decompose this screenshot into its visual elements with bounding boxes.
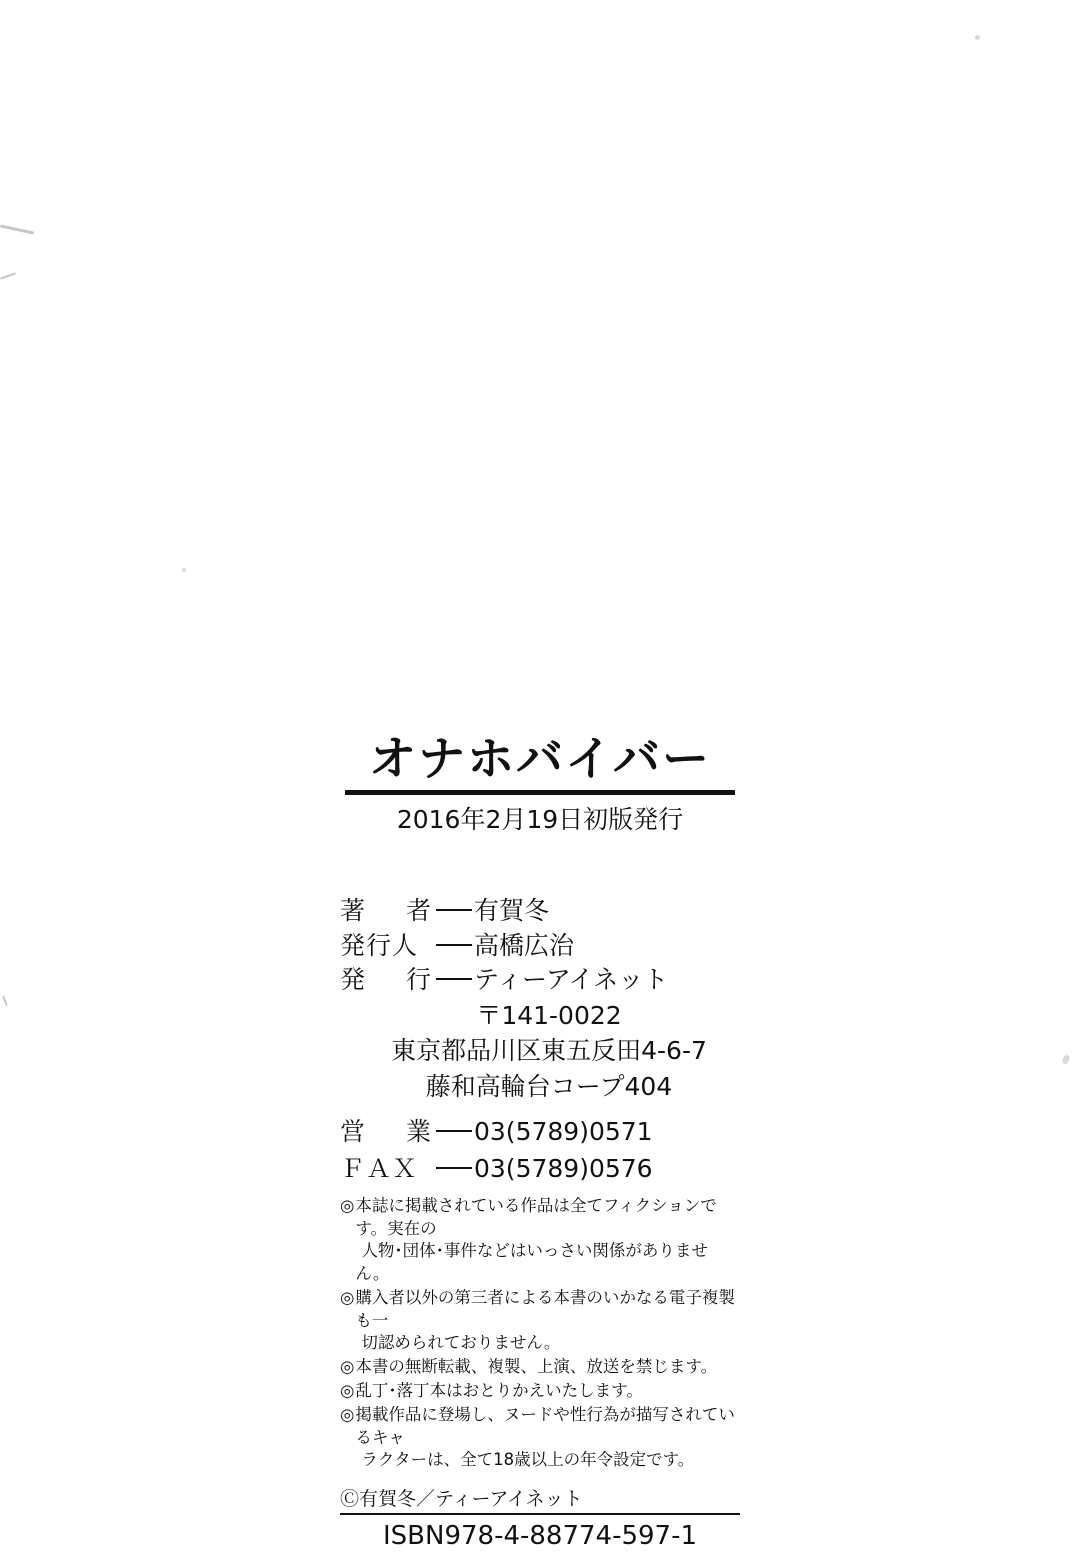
- contact-value-fax: 03(5789)0576: [474, 1153, 653, 1183]
- notice-line: 本誌に掲載されている作品は全てフィクションです。実在の: [355, 1195, 717, 1238]
- imprint-label-author: 著 者: [340, 896, 440, 926]
- notice-text: 本書の無断転載、複製、上演、放送を禁じます。: [355, 1357, 718, 1377]
- dash-separator: [436, 1167, 472, 1169]
- notice-item: [340, 1287, 740, 1355]
- imprint-row-author: [340, 894, 740, 929]
- isbn-number: ISBN978-4-88774-597-1: [382, 1521, 698, 1552]
- imprint-label-publisher: 発 行: [340, 965, 440, 995]
- page-title: オナホバイバー: [368, 732, 712, 787]
- notice-line: 人物･団体･事件などはいっさい関係がありません。: [355, 1241, 708, 1284]
- copyright-notice: Ⓒ有賀冬／ティーアイネット: [340, 1488, 583, 1511]
- notice-bullet-icon: ◎: [340, 1357, 355, 1377]
- notices-block: [340, 1195, 740, 1472]
- notice-item: [340, 1404, 740, 1472]
- scan-speck-mid-left: [182, 568, 186, 572]
- notice-bullet-icon: ◎: [340, 1380, 355, 1400]
- contact-value-sales: 03(5789)0571: [474, 1117, 653, 1147]
- footer-divider: [340, 1513, 740, 1515]
- notice-text: [355, 1287, 740, 1355]
- notice-line: 購入者以外の第三者による本書のいかなる電子複製も一: [355, 1287, 735, 1330]
- publication-date: 2016年2月19日初版発行: [396, 805, 684, 835]
- address-line-1: 東京都品川区東五反田4-6-7: [391, 1036, 707, 1066]
- colophon: [0, 732, 1080, 1552]
- imprint-row-publisher: [340, 963, 740, 998]
- dash-separator: [436, 944, 472, 946]
- notice-line: 切認められておりません。: [361, 1333, 561, 1353]
- scan-artifact-top-left: [0, 224, 34, 234]
- dash-separator: [436, 1130, 472, 1132]
- notice-text: [355, 1195, 740, 1286]
- notice-item: [340, 1356, 740, 1379]
- footer-block: [340, 1484, 740, 1551]
- notice-item: [340, 1195, 740, 1286]
- notice-bullet-icon: ◎: [340, 1195, 355, 1215]
- title-block: [345, 732, 735, 836]
- notice-line: 掲載作品に登場し、ヌードや性行為が描写されているキャ: [355, 1404, 735, 1447]
- imprint-row-publisher-person: [340, 929, 740, 964]
- notice-item: [340, 1380, 740, 1403]
- contact-row-fax: [340, 1151, 740, 1187]
- imprint-value-author: 有賀冬: [474, 896, 550, 926]
- contact-label-sales: 営 業: [340, 1117, 440, 1147]
- notice-bullet-icon: ◎: [340, 1404, 355, 1424]
- imprint-label-publisher-person: 発行人: [340, 930, 419, 960]
- imprint-value-publisher-person: 高橋広治: [474, 930, 575, 960]
- imprint-value-publisher: ティーアイネット: [474, 965, 669, 995]
- notice-line: ラクターは、全て18歳以上の年令設定です。: [361, 1450, 695, 1470]
- dash-separator: [436, 978, 472, 980]
- title-divider: [345, 790, 735, 795]
- address-postal-code: 〒141-0022: [476, 1000, 622, 1030]
- imprint-block: [340, 894, 740, 1104]
- notice-text: 乱丁･落丁本はおとりかえいたします。: [355, 1380, 643, 1400]
- notice-bullet-icon: ◎: [340, 1287, 355, 1307]
- scan-artifact-left-upper: [0, 272, 16, 279]
- notice-text: [355, 1404, 740, 1472]
- address-line-2: 藤和高輪台コープ404: [425, 1071, 673, 1101]
- contact-row-sales: [340, 1114, 740, 1150]
- scan-speck-top-right: [975, 35, 980, 40]
- contact-label-fax: ＦＡＸ: [340, 1153, 419, 1183]
- dash-separator: [436, 909, 472, 911]
- contact-block: [340, 1114, 740, 1187]
